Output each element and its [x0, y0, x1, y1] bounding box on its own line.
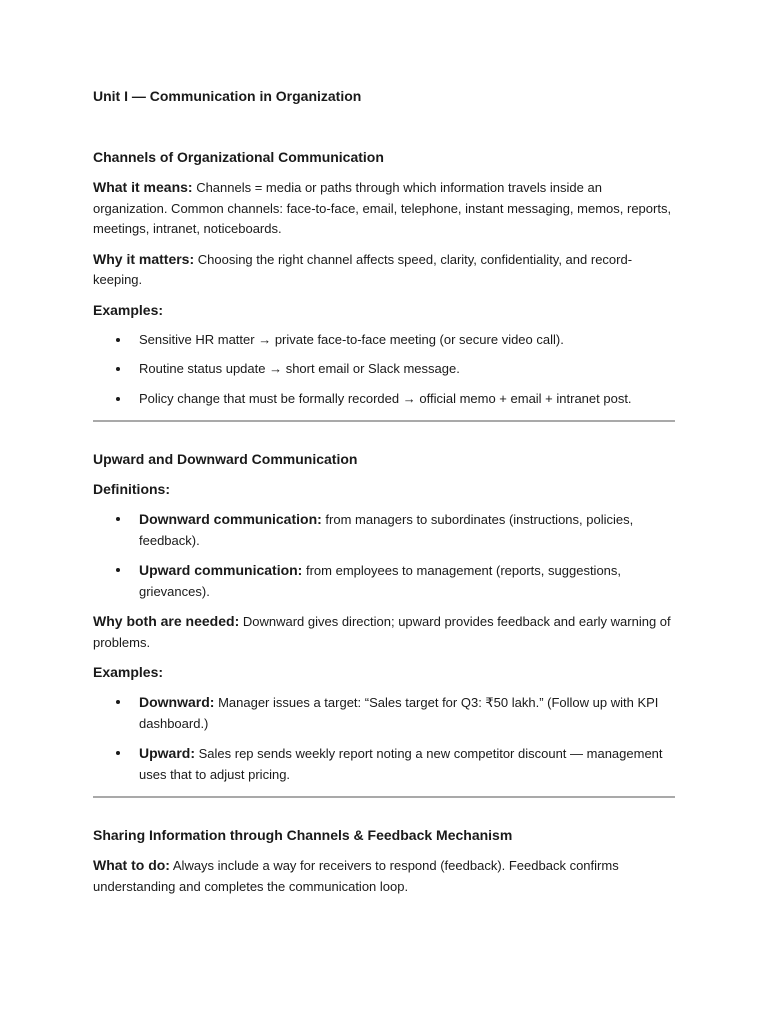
- why-both-needed-paragraph: [93, 611, 675, 653]
- list-item: Policy change that must be formally recorded → official memo + email + intranet post.: [93, 389, 675, 410]
- definition-term: Upward communication:: [139, 562, 303, 578]
- list-item: [93, 509, 675, 551]
- what-it-means-text: Channels = media or paths through which information travels inside an organization. Common channels: face-to-face, email, telephone, instant messaging, memos, reports, meetings, intranet, noticeboards.: [93, 180, 672, 236]
- what-to-do-paragraph: [93, 855, 675, 897]
- example-text: Manager issues a target: “Sales target for Q3: ₹50 lakh.” (Follow up with KPI dashboard.): [139, 695, 659, 731]
- what-it-means-label: What it means:: [93, 179, 193, 195]
- example-term: Upward:: [139, 745, 195, 761]
- definitions-list: [93, 509, 675, 602]
- why-both-needed-text: Downward gives direction; upward provides feedback and early warning of problems.: [93, 614, 671, 650]
- list-item: Sensitive HR matter → private face-to-face meeting (or secure video call).: [93, 330, 675, 351]
- section-heading-upward-downward: Upward and Downward Communication: [93, 451, 358, 467]
- examples-label: Examples:: [93, 664, 164, 680]
- list-item: [93, 560, 675, 602]
- examples-list: [93, 330, 675, 410]
- list-item: [93, 692, 675, 734]
- examples-list: [93, 692, 675, 785]
- list-item: [93, 743, 675, 785]
- section-heading-channels: Channels of Organizational Communication: [93, 149, 384, 165]
- definition-text: from managers to subordinates (instructions, policies, feedback).: [139, 512, 634, 548]
- why-it-matters-text: Choosing the right channel affects speed, clarity, confidentiality, and record-keeping.: [93, 251, 633, 287]
- why-it-matters-label: Why it matters:: [93, 250, 195, 267]
- what-to-do-label: What to do:: [93, 857, 170, 873]
- document-body: [93, 86, 675, 897]
- section-heading-sharing-feedback: Sharing Information through Channels & Feedback Mechanism: [93, 827, 513, 843]
- unit-title: Unit I — Communication in Organization: [93, 88, 362, 104]
- what-to-do-text: Always include a way for receivers to respond (feedback). Feedback confirms understanding and completes the communication loop.: [93, 858, 619, 894]
- definition-term: Downward communication:: [139, 511, 322, 527]
- example-text: Sales rep sends weekly report noting a new competitor discount — management uses that to adjust pricing.: [139, 746, 663, 782]
- why-both-needed-label: Why both are needed:: [93, 613, 240, 629]
- why-it-matters-paragraph: [93, 249, 675, 291]
- definitions-label: Definitions:: [93, 481, 170, 497]
- examples-label: Examples:: [93, 301, 164, 318]
- example-term: Downward:: [139, 694, 215, 710]
- what-it-means-paragraph: [93, 177, 675, 240]
- list-item: Routine status update → short email or Slack message.: [93, 359, 675, 380]
- definition-text: from employees to management (reports, suggestions, grievances).: [139, 563, 622, 599]
